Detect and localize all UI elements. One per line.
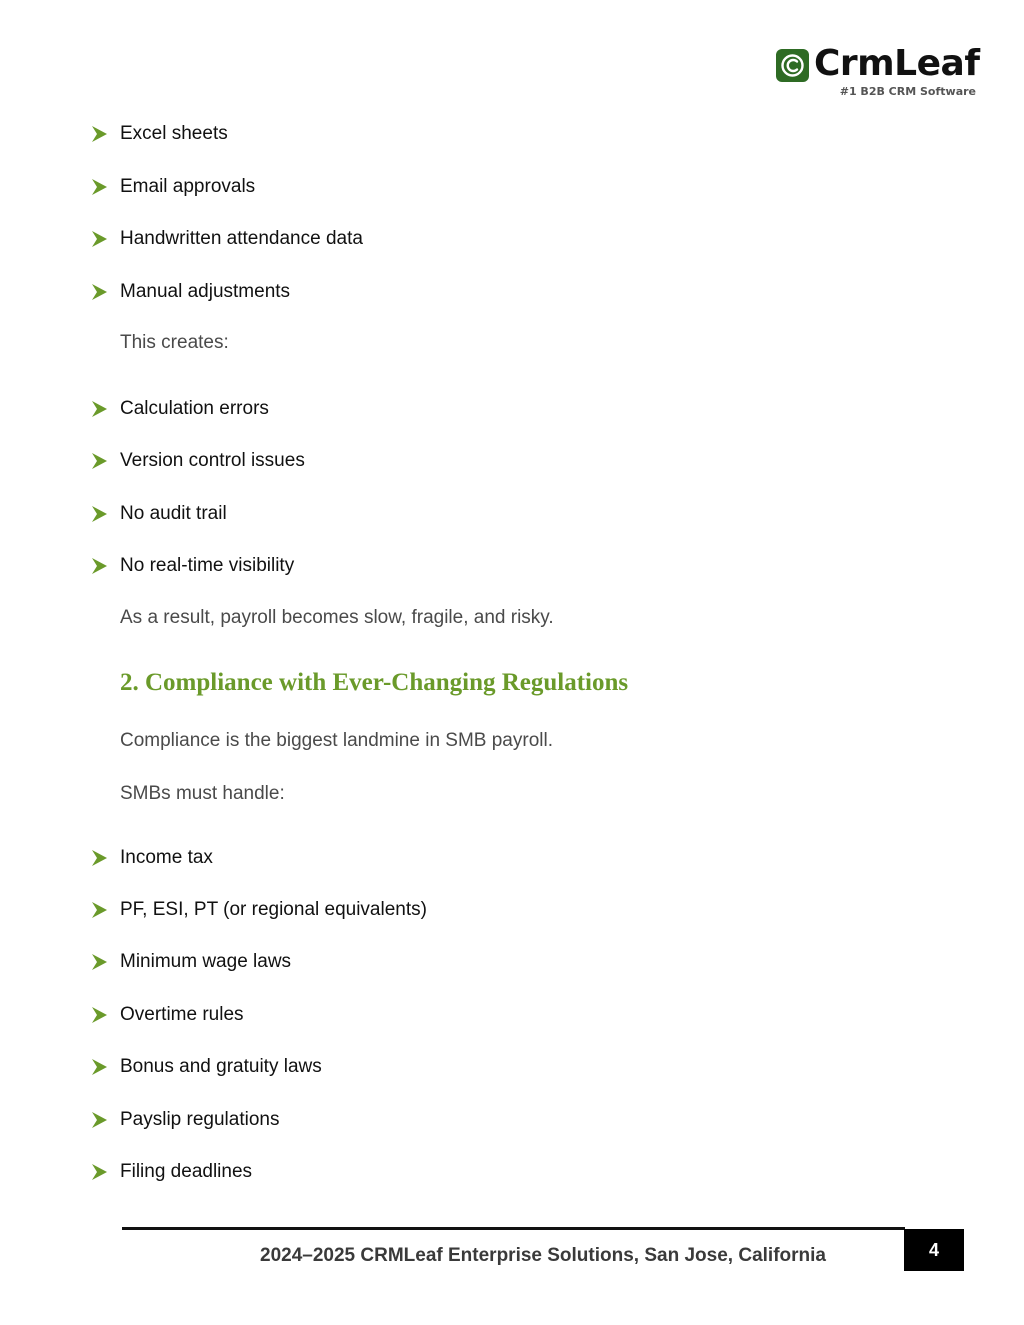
- list-item: [90, 122, 228, 146]
- arrow-bullet-icon: [90, 283, 108, 301]
- list-item: [90, 1055, 322, 1079]
- list-item-text: Overtime rules: [120, 1004, 244, 1025]
- list-item-text: Version control issues: [120, 450, 305, 471]
- arrow-bullet-icon: [90, 178, 108, 196]
- list-item-text: Income tax: [120, 847, 213, 868]
- paragraph-smbs-must-handle: SMBs must handle:: [120, 783, 285, 804]
- section-heading: 2. Compliance with Ever-Changing Regulations: [120, 669, 629, 696]
- list-item-text: PF, ESI, PT (or regional equivalents): [120, 899, 427, 920]
- list-item: [90, 397, 269, 421]
- list-item: [90, 502, 227, 526]
- list-item: [90, 1108, 279, 1132]
- paragraph-this-creates: This creates:: [120, 332, 229, 353]
- list-item: [90, 1003, 244, 1027]
- footer-text: 2024–2025 CRMLeaf Enterprise Solutions, San Jose, California: [260, 1245, 826, 1266]
- paragraph-compliance: Compliance is the biggest landmine in SMB payroll.: [120, 730, 553, 751]
- list-item: [90, 227, 363, 251]
- list-item-text: Email approvals: [120, 176, 256, 197]
- arrow-bullet-icon: [90, 901, 108, 919]
- list-item: [90, 449, 305, 473]
- arrow-bullet-icon: [90, 1006, 108, 1024]
- arrow-bullet-icon: [90, 452, 108, 470]
- list-item: [90, 898, 427, 922]
- paragraph-result: As a result, payroll becomes slow, fragile, and risky.: [120, 607, 554, 628]
- crmleaf-logo-icon: [776, 49, 809, 82]
- arrow-bullet-icon: [90, 230, 108, 248]
- list-item-text: Handwritten attendance data: [120, 228, 363, 249]
- page-number: 4: [904, 1229, 964, 1271]
- arrow-bullet-icon: [90, 1163, 108, 1181]
- arrow-bullet-icon: [90, 1111, 108, 1129]
- arrow-bullet-icon: [90, 125, 108, 143]
- list-item-text: Manual adjustments: [120, 281, 291, 302]
- list-item-text: No audit trail: [120, 503, 227, 524]
- list-item: [90, 1160, 252, 1184]
- list-item-text: Filing deadlines: [120, 1161, 253, 1182]
- list-item: [90, 175, 255, 199]
- list-item: [90, 846, 213, 870]
- list-item-text: Excel sheets: [120, 123, 228, 144]
- list-item-text: Payslip regulations: [120, 1109, 280, 1130]
- list-item: [90, 554, 294, 578]
- list-item: [90, 950, 291, 974]
- arrow-bullet-icon: [90, 1058, 108, 1076]
- list-item-text: No real-time visibility: [120, 555, 295, 576]
- arrow-bullet-icon: [90, 849, 108, 867]
- logo-tagline: #1 B2B CRM Software: [839, 85, 976, 98]
- arrow-bullet-icon: [90, 953, 108, 971]
- arrow-bullet-icon: [90, 400, 108, 418]
- list-item: [90, 280, 290, 304]
- logo-wordmark: CrmLeaf: [814, 43, 980, 84]
- footer-divider: [122, 1227, 905, 1230]
- list-item-text: Minimum wage laws: [120, 951, 292, 972]
- crmleaf-logo: [776, 44, 986, 102]
- list-item-text: Bonus and gratuity laws: [120, 1056, 322, 1077]
- arrow-bullet-icon: [90, 557, 108, 575]
- arrow-bullet-icon: [90, 505, 108, 523]
- list-item-text: Calculation errors: [120, 398, 269, 419]
